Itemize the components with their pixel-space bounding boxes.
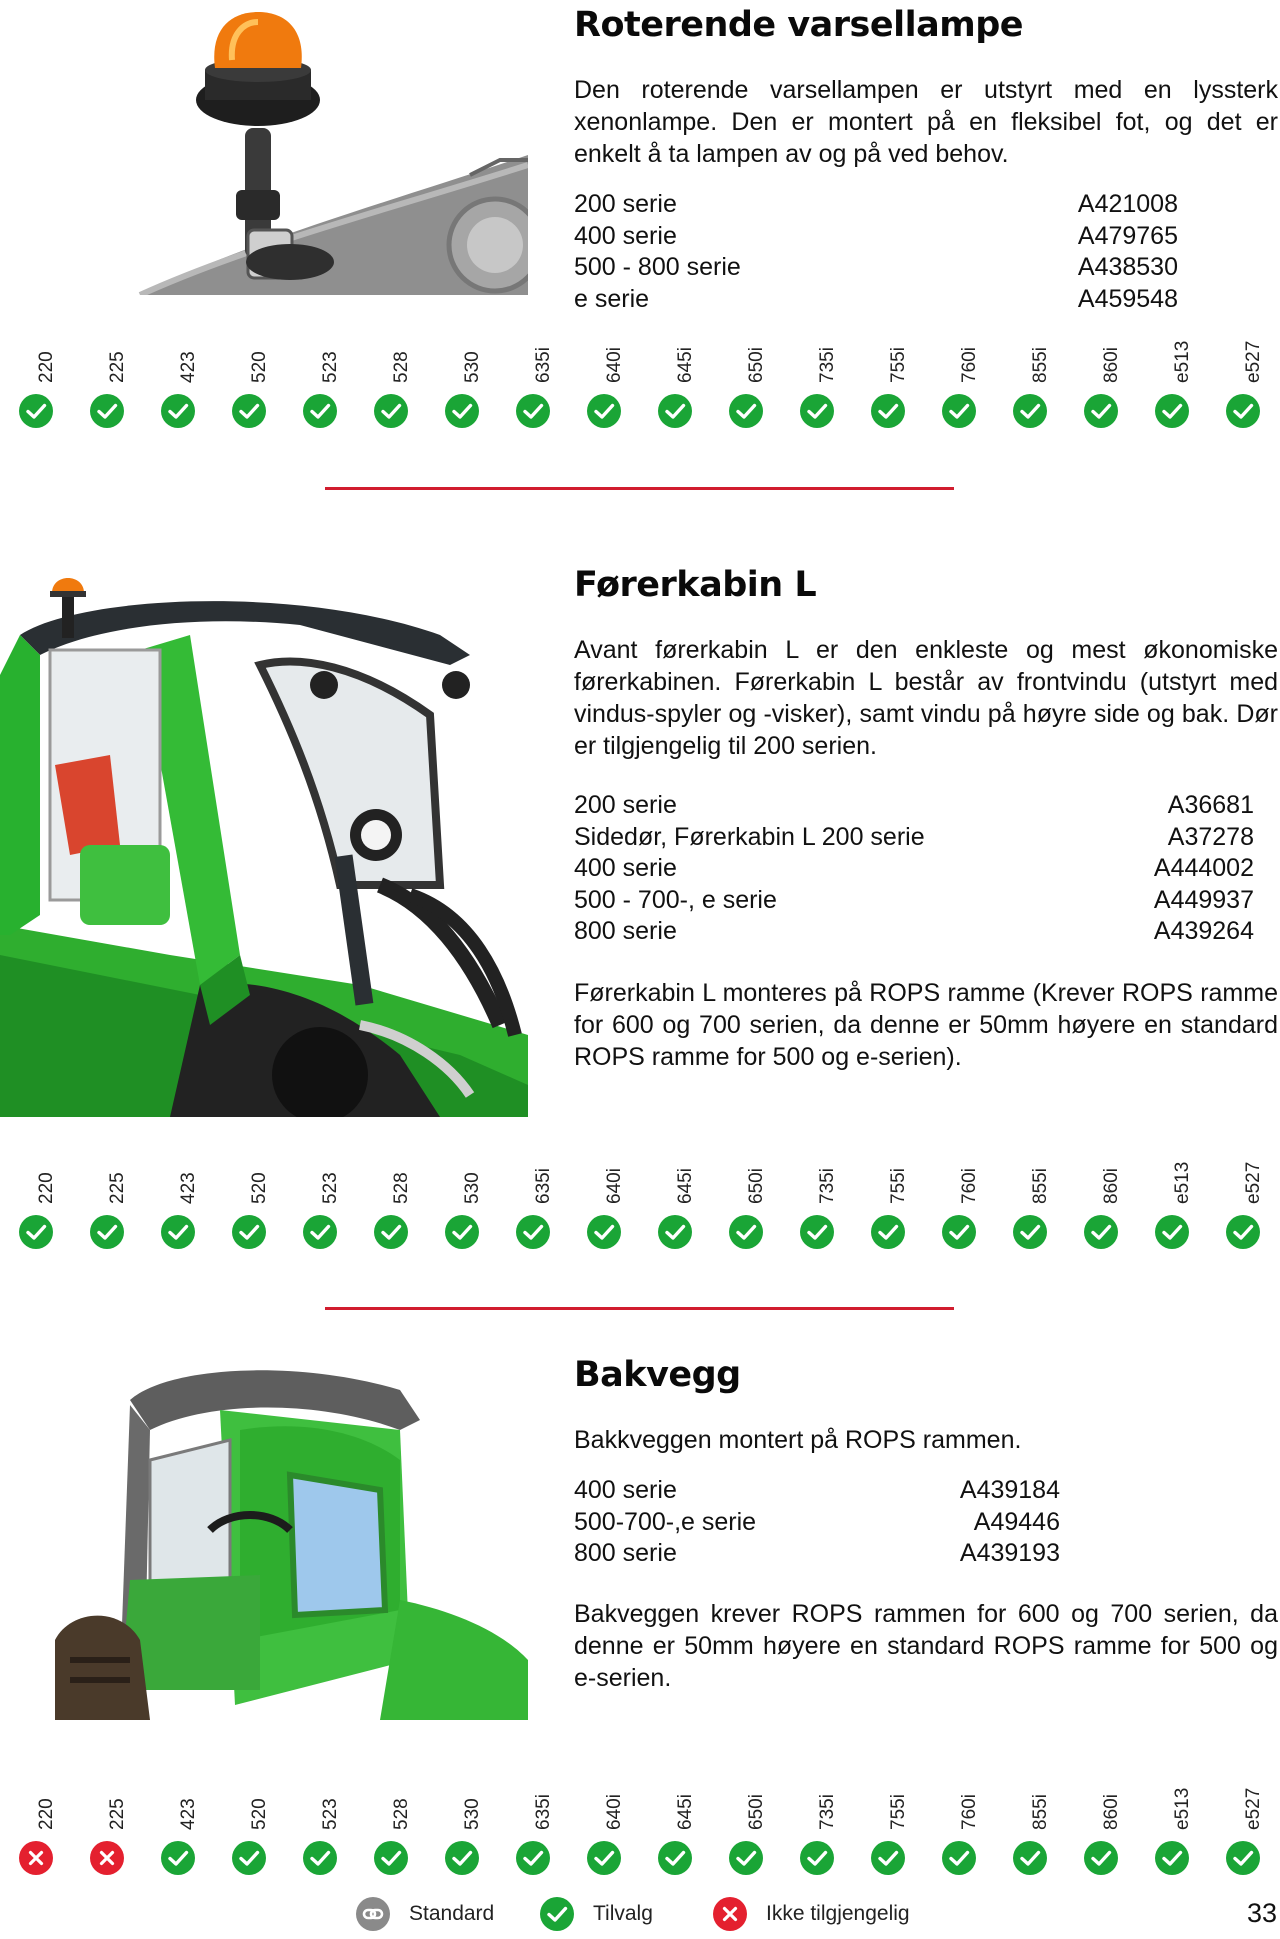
model-cell-650i (716, 1146, 776, 1256)
check-icon (1084, 1215, 1118, 1249)
part-name: 500-700-,e serie (574, 1507, 757, 1536)
check-icon (161, 1841, 195, 1875)
model-label: 860i (1101, 1794, 1122, 1830)
part-code: A36681 (1167, 791, 1254, 819)
model-cell-e513 (1142, 1146, 1202, 1256)
model-label: 735i (817, 1794, 838, 1830)
model-label: 645i (675, 1794, 696, 1830)
model-cell-855i (1000, 1772, 1060, 1882)
model-cell-860i (1071, 1146, 1131, 1256)
model-cell-755i (858, 1772, 918, 1882)
check-icon (232, 394, 266, 428)
part-row (574, 822, 1254, 854)
check-icon (658, 394, 692, 428)
section-divider (325, 487, 954, 490)
model-cell-645i (645, 325, 705, 435)
model-label: 640i (604, 1794, 625, 1830)
model-label: 755i (888, 347, 909, 383)
model-label: 520 (249, 351, 270, 383)
model-cell-520 (219, 1772, 279, 1882)
model-cell-760i (929, 1146, 989, 1256)
model-label: 520 (249, 1798, 270, 1830)
model-label: 528 (391, 1172, 412, 1204)
part-code: A459548 (1077, 284, 1178, 313)
check-icon (516, 1841, 550, 1875)
product-section-rear-wall (0, 1350, 1280, 1750)
part-name: 200 serie (574, 791, 677, 819)
check-icon (587, 1215, 621, 1249)
product-note: Førerkabin L monteres på ROPS ramme (Krever ROPS ramme for 600 og 700 serien, da denne er 50mm høyere en standard ROPS ramme for 500 og e-serien). (574, 979, 1278, 1071)
model-label: 523 (320, 351, 341, 383)
check-icon (871, 394, 905, 428)
product-description: Avant førerkabin L er den enkleste og mest økonomiske førerkabinen. Førerkabin L består av frontvindu (utstyrt med vindus-spyler og -visker), samt vindu på høyre side og bak. Dør er tilgjengelig til 200 serien. (574, 636, 1278, 760)
part-name: 800 serie (574, 1539, 677, 1567)
model-cell-640i (574, 325, 634, 435)
model-label: 220 (36, 351, 57, 383)
model-label: 635i (533, 347, 554, 383)
part-name: e serie (574, 284, 650, 313)
part-number-list (574, 1475, 1060, 1570)
product-note: Bakveggen krever ROPS rammen for 600 og 700 serien, da denne er 50mm høyere en standard ROPS ramme for 500 og e-serien. (574, 1600, 1278, 1692)
part-name: 800 serie (574, 917, 677, 945)
part-row (574, 1538, 1060, 1570)
model-cell-760i (929, 1772, 989, 1882)
check-icon (303, 1841, 337, 1875)
model-label: 760i (959, 1168, 980, 1204)
model-label: 855i (1030, 347, 1051, 383)
check-icon (161, 394, 195, 428)
part-name: 400 serie (574, 1476, 677, 1504)
model-cell-635i (503, 325, 563, 435)
check-icon (587, 1841, 621, 1875)
part-row (574, 916, 1254, 948)
model-label: 220 (36, 1172, 57, 1204)
product-title: Førerkabin L (574, 565, 817, 605)
model-label: 423 (178, 1172, 199, 1204)
part-code: A421008 (1077, 190, 1178, 218)
check-icon (800, 394, 834, 428)
legend-ikke-label: Ikke tilgjengelig (766, 1902, 910, 1925)
model-label: e527 (1243, 1161, 1264, 1204)
check-icon (374, 1215, 408, 1249)
part-name: Sidedør, Førerkabin L 200 serie (574, 822, 925, 851)
model-label: 530 (462, 351, 483, 383)
check-icon (1084, 394, 1118, 428)
model-label: 735i (817, 1168, 838, 1204)
check-icon (445, 1215, 479, 1249)
model-cell-860i (1071, 1772, 1131, 1882)
model-label: 523 (320, 1798, 341, 1830)
model-cell-645i (645, 1146, 705, 1256)
part-row (574, 853, 1254, 885)
part-code: A37278 (1167, 822, 1254, 851)
model-label: 860i (1101, 347, 1122, 383)
part-code: A479765 (1077, 221, 1178, 250)
model-cell-423 (148, 1146, 208, 1256)
model-cell-650i (716, 1772, 776, 1882)
model-label: 423 (178, 351, 199, 383)
model-label: 635i (533, 1794, 554, 1830)
check-icon (942, 1841, 976, 1875)
model-availability-row (0, 1146, 1280, 1256)
model-cell-220 (6, 1772, 66, 1882)
part-code: A439193 (959, 1539, 1060, 1567)
model-cell-528 (361, 1772, 421, 1882)
section-divider (325, 1307, 954, 1310)
model-label: e513 (1172, 1787, 1193, 1830)
model-cell-860i (1071, 325, 1131, 435)
part-code: A439264 (1153, 917, 1254, 945)
legend-standard (356, 1896, 494, 1932)
check-icon (871, 1215, 905, 1249)
check-icon (942, 394, 976, 428)
part-row (574, 885, 1254, 917)
model-label: 650i (746, 1794, 767, 1830)
model-label: 528 (391, 351, 412, 383)
part-name: 500 - 700-, e serie (574, 885, 777, 914)
check-icon (1013, 394, 1047, 428)
part-code: A438530 (1077, 253, 1178, 281)
model-cell-650i (716, 325, 776, 435)
model-label: e513 (1172, 340, 1193, 383)
model-label: 755i (888, 1794, 909, 1830)
part-row (574, 284, 1178, 316)
model-label: 523 (320, 1172, 341, 1204)
model-cell-523 (290, 1146, 350, 1256)
cabin-l-photo (0, 555, 528, 1117)
part-row (574, 189, 1178, 221)
check-icon (303, 394, 337, 428)
model-label: e527 (1243, 340, 1264, 383)
part-number-list (574, 790, 1254, 948)
model-cell-735i (787, 1146, 847, 1256)
legend-ikke (713, 1896, 910, 1932)
cross-icon (713, 1897, 747, 1931)
model-label: 760i (959, 347, 980, 383)
part-name: 400 serie (574, 854, 677, 882)
model-cell-e527 (1213, 1772, 1273, 1882)
model-label: e527 (1243, 1787, 1264, 1830)
check-icon (658, 1841, 692, 1875)
check-icon (1013, 1215, 1047, 1249)
check-icon (374, 1841, 408, 1875)
model-cell-635i (503, 1772, 563, 1882)
legend-standard-label: Standard (409, 1902, 495, 1925)
model-cell-528 (361, 325, 421, 435)
model-cell-e527 (1213, 325, 1273, 435)
part-code: A449937 (1153, 885, 1254, 914)
model-cell-735i (787, 325, 847, 435)
model-cell-755i (858, 1146, 918, 1256)
model-cell-855i (1000, 1146, 1060, 1256)
model-label: 225 (107, 1172, 128, 1204)
model-cell-e513 (1142, 325, 1202, 435)
cross-icon (19, 1841, 53, 1875)
check-icon (658, 1215, 692, 1249)
part-row (574, 252, 1178, 284)
part-row (574, 790, 1254, 822)
model-cell-640i (574, 1772, 634, 1882)
part-number-list (574, 189, 1178, 315)
model-availability-row (0, 1772, 1280, 1882)
model-cell-220 (6, 1146, 66, 1256)
model-label: 225 (107, 1798, 128, 1830)
model-label: e513 (1172, 1161, 1193, 1204)
model-label: 640i (604, 347, 625, 383)
check-icon (1013, 1841, 1047, 1875)
legend-tilvalg (540, 1896, 653, 1932)
part-name: 200 serie (574, 190, 677, 218)
model-cell-225 (77, 325, 137, 435)
part-row (574, 1475, 1060, 1507)
model-label: 225 (107, 351, 128, 383)
model-cell-530 (432, 1772, 492, 1882)
model-cell-645i (645, 1772, 705, 1882)
product-title: Roterende varsellampe (574, 5, 1023, 45)
check-icon (1226, 1841, 1260, 1875)
model-cell-520 (219, 1146, 279, 1256)
model-label: 855i (1030, 1794, 1051, 1830)
product-section-cabin-l (0, 540, 1280, 1140)
check-icon (90, 394, 124, 428)
check-icon (1226, 394, 1260, 428)
check-icon (1155, 1841, 1189, 1875)
model-cell-225 (77, 1146, 137, 1256)
check-icon (232, 1215, 266, 1249)
model-label: 735i (817, 347, 838, 383)
model-cell-523 (290, 325, 350, 435)
part-code: A49446 (973, 1507, 1060, 1536)
model-label: 645i (675, 1168, 696, 1204)
model-label: 755i (888, 1168, 909, 1204)
check-icon (1155, 394, 1189, 428)
model-cell-528 (361, 1146, 421, 1256)
check-icon (729, 1841, 763, 1875)
availability-legend (0, 1896, 1280, 1932)
check-icon (1226, 1215, 1260, 1249)
model-cell-640i (574, 1146, 634, 1256)
product-title: Bakvegg (574, 1355, 741, 1395)
check-icon (729, 394, 763, 428)
model-cell-530 (432, 325, 492, 435)
check-icon (1155, 1215, 1189, 1249)
model-label: 760i (959, 1794, 980, 1830)
check-icon (800, 1841, 834, 1875)
rotating-beacon-photo (0, 0, 528, 295)
model-cell-760i (929, 325, 989, 435)
model-label: 650i (746, 347, 767, 383)
model-cell-755i (858, 325, 918, 435)
link-icon (356, 1897, 390, 1931)
part-row (574, 221, 1178, 253)
model-cell-735i (787, 1772, 847, 1882)
model-cell-e527 (1213, 1146, 1273, 1256)
check-icon (800, 1215, 834, 1249)
model-cell-855i (1000, 325, 1060, 435)
model-cell-635i (503, 1146, 563, 1256)
check-icon (942, 1215, 976, 1249)
check-icon (871, 1841, 905, 1875)
model-label: 860i (1101, 1168, 1122, 1204)
model-availability-row (0, 325, 1280, 435)
model-cell-530 (432, 1146, 492, 1256)
model-label: 520 (249, 1172, 270, 1204)
model-cell-523 (290, 1772, 350, 1882)
model-label: 530 (462, 1798, 483, 1830)
part-row (574, 1507, 1060, 1539)
model-cell-225 (77, 1772, 137, 1882)
check-icon (445, 394, 479, 428)
product-description: Den roterende varsellampen er utstyrt med en lyssterk xenonlampe. Den er montert på en fleksibel fot, og det er enkelt å ta lampen av og på ved behov. (574, 76, 1278, 168)
model-cell-e513 (1142, 1772, 1202, 1882)
check-icon (303, 1215, 337, 1249)
page-number: 33 (1247, 1898, 1278, 1928)
model-label: 635i (533, 1168, 554, 1204)
check-icon (516, 1215, 550, 1249)
part-code: A444002 (1153, 854, 1254, 882)
model-cell-423 (148, 325, 208, 435)
model-label: 855i (1030, 1168, 1051, 1204)
model-cell-220 (6, 325, 66, 435)
part-name: 400 serie (574, 221, 677, 250)
rear-wall-photo (0, 1360, 528, 1720)
check-icon (374, 394, 408, 428)
check-icon (161, 1215, 195, 1249)
model-cell-423 (148, 1772, 208, 1882)
check-icon (445, 1841, 479, 1875)
cross-icon (90, 1841, 124, 1875)
model-cell-520 (219, 325, 279, 435)
check-icon (516, 394, 550, 428)
check-icon (90, 1215, 124, 1249)
check-icon (729, 1215, 763, 1249)
check-icon (232, 1841, 266, 1875)
check-icon (19, 394, 53, 428)
model-label: 423 (178, 1798, 199, 1830)
model-label: 645i (675, 347, 696, 383)
model-label: 530 (462, 1172, 483, 1204)
check-icon (1084, 1841, 1118, 1875)
model-label: 650i (746, 1168, 767, 1204)
model-label: 528 (391, 1798, 412, 1830)
product-description: Bakkveggen montert på ROPS rammen. (574, 1426, 1022, 1454)
legend-tilvalg-label: Tilvalg (593, 1902, 653, 1925)
model-label: 640i (604, 1168, 625, 1204)
model-label: 220 (36, 1798, 57, 1830)
check-icon (19, 1215, 53, 1249)
part-code: A439184 (959, 1476, 1060, 1504)
part-name: 500 - 800 serie (574, 253, 741, 281)
check-icon (540, 1897, 574, 1931)
check-icon (587, 394, 621, 428)
